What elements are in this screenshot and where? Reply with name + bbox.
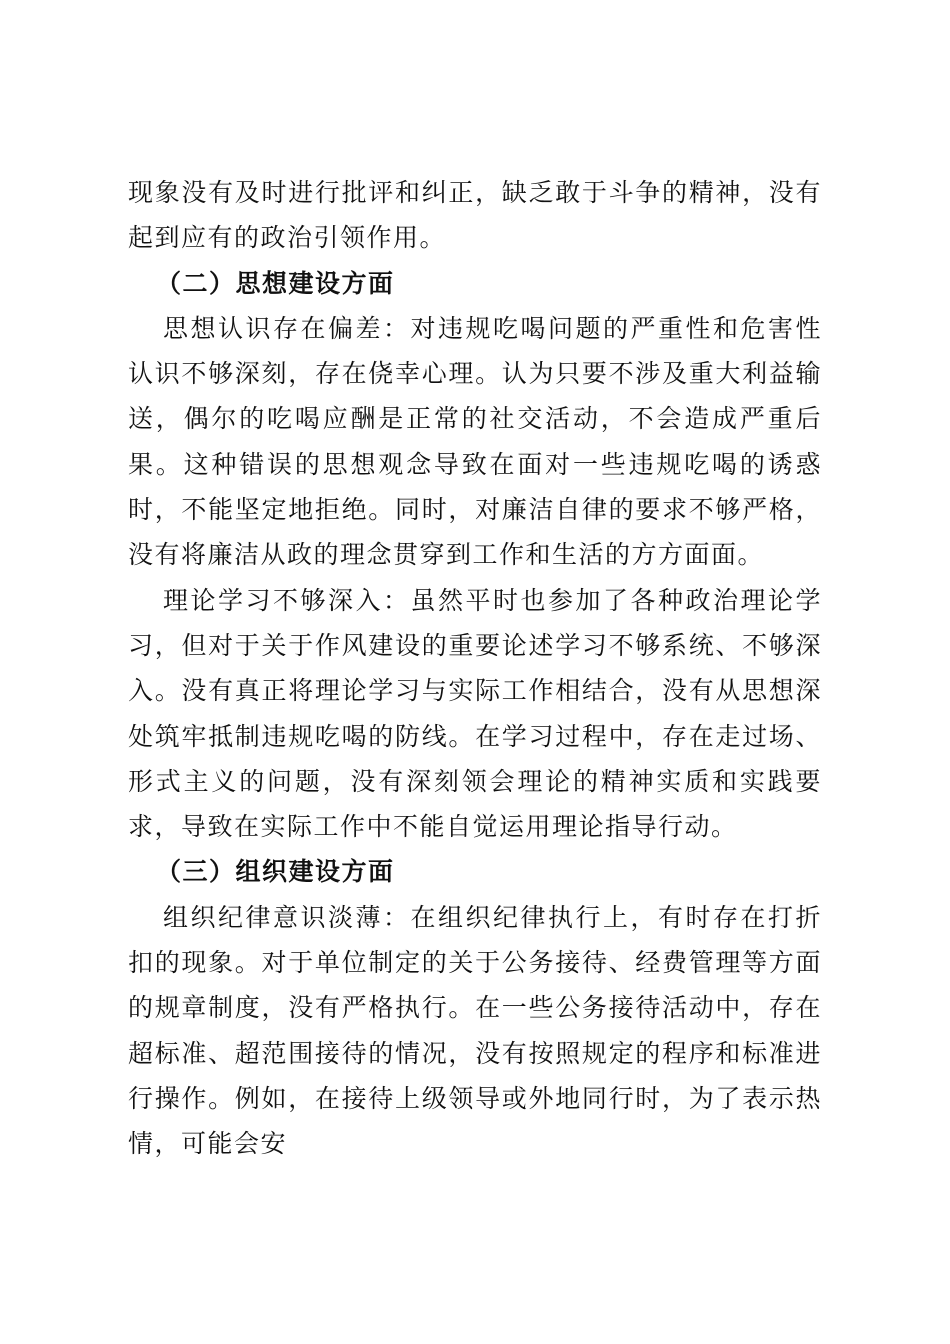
paragraph-organizational-discipline: 组织纪律意识淡薄：在组织纪律执行上，有时存在打折扣的现象。对于单位制定的关于公务接待、经费管理等方面的规章制度，没有严格执行。在一些公务接待活动中，存在超标准、超范围接待的情况，没有按照规定的程序和标准进行操作。例如，在接待上级领导或外地同行时，为了表示热情，可能会安 (128, 902, 822, 1159)
paragraph-ideological-awareness: 思想认识存在偏差：对违规吃喝问题的严重性和危害性认识不够深刻，存在侥幸心理。认为只要不涉及重大利益输送，偶尔的吃喝应酬是正常的社交活动，不会造成严重后果。这种错误的思想观念导致在面对一些违规吃喝的诱惑时，不能坚定地拒绝。同时，对廉洁自律的要求不够严格，没有将廉洁从政的理念贯穿到工作和生活的方方面面。 (128, 313, 822, 570)
section-heading-ideological: （二）思想建设方面 (156, 268, 395, 298)
section-heading-organizational: （三）组织建设方面 (156, 857, 395, 887)
document-body (128, 170, 822, 1167)
paragraph-theory-study: 理论学习不够深入：虽然平时也参加了各种政治理论学习，但对于关于作风建设的重要论述学习不够系统、不够深入。没有真正将理论学习与实际工作相结合，没有从思想深处筑牢抵制违规吃喝的防线。在学习过程中，存在走过场、形式主义的问题，没有深刻领会理论的精神实质和实践要求，导致在实际工作中不能自觉运用理论指导行动。 (128, 585, 822, 842)
paragraph-continuation: 现象没有及时进行批评和纠正，缺乏敢于斗争的精神，没有起到应有的政治引领作用。 (128, 178, 822, 253)
